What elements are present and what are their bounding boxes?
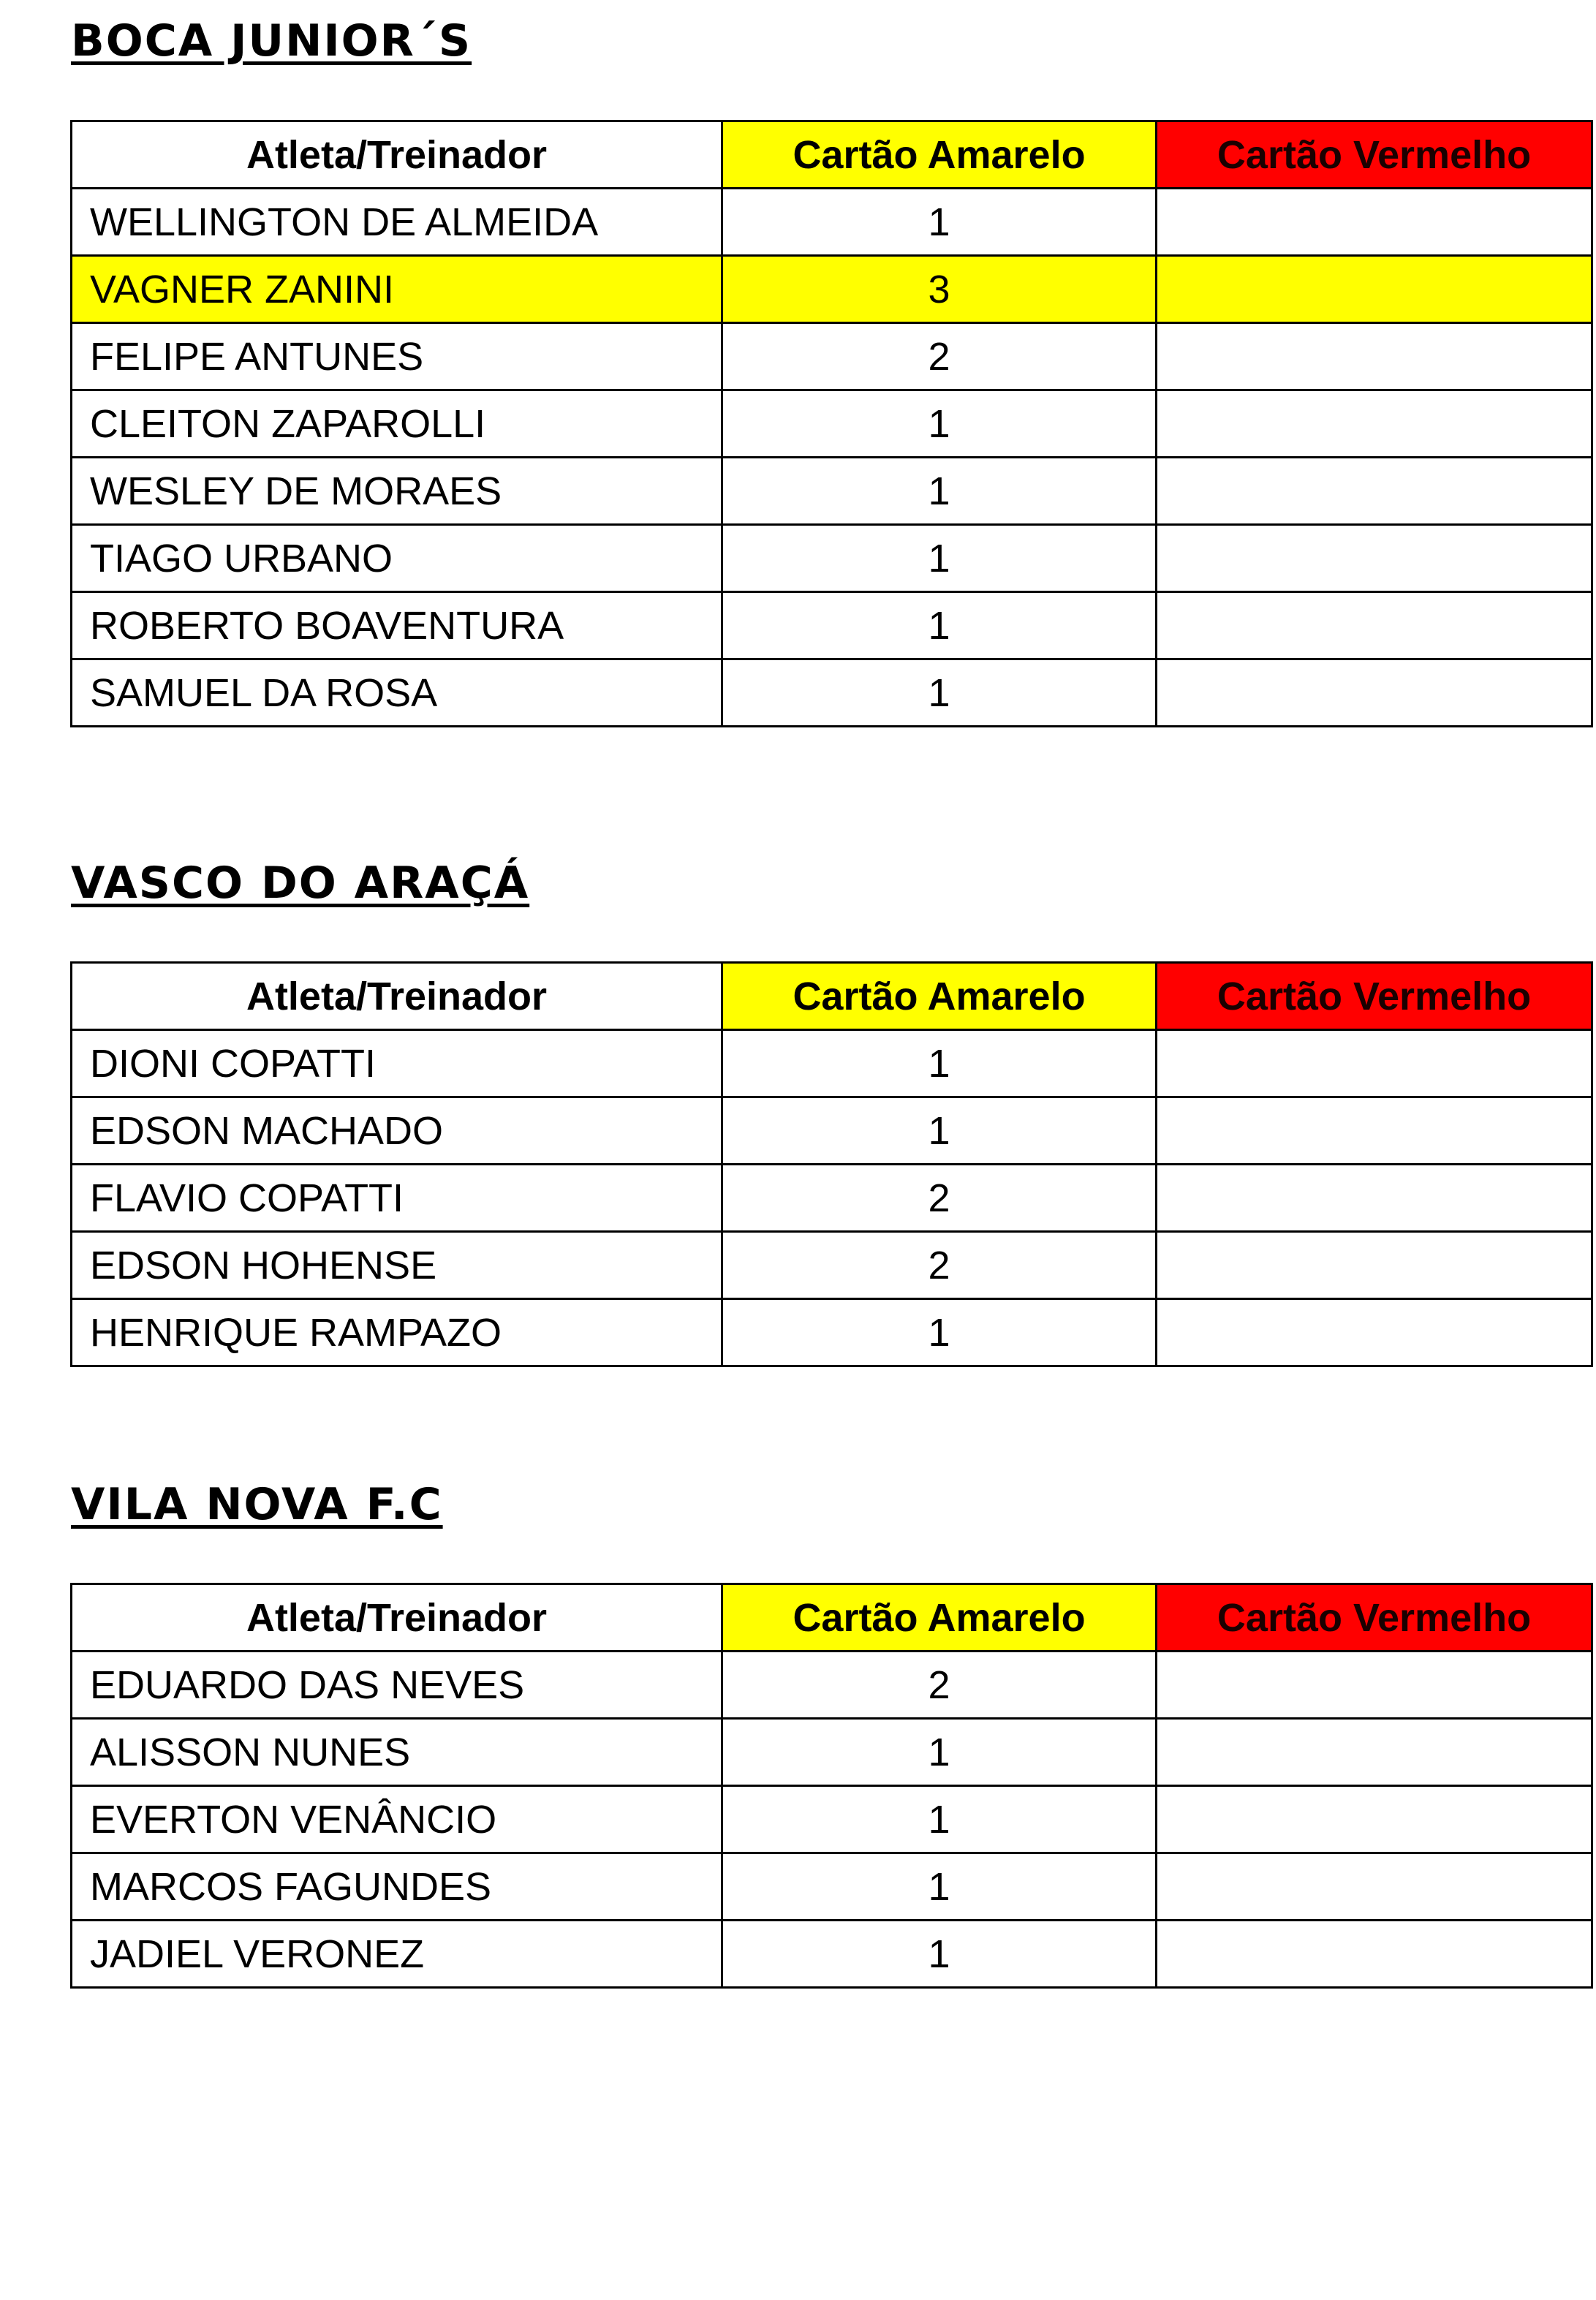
table-row bbox=[72, 592, 1592, 659]
athlete-name: WESLEY DE MORAES bbox=[72, 458, 722, 525]
yellow-card-count: 1 bbox=[722, 1719, 1157, 1786]
team-title-vasco-do-araca: VASCO DO ARAÇÁ bbox=[71, 858, 530, 909]
red-card-count bbox=[1157, 256, 1592, 323]
cards-table-vila-nova-fc bbox=[70, 1583, 1593, 1989]
header-athlete: Atleta/Treinador bbox=[72, 121, 722, 189]
table-header-row bbox=[72, 1584, 1592, 1652]
cards-table-boca-juniors bbox=[70, 120, 1593, 727]
athlete-name: CLEITON ZAPAROLLI bbox=[72, 390, 722, 458]
team-title-vila-nova-fc: VILA NOVA F.C bbox=[71, 1479, 443, 1530]
athlete-name: MARCOS FAGUNDES bbox=[72, 1853, 722, 1921]
header-red-card: Cartão Vermelho bbox=[1157, 1584, 1592, 1652]
athlete-name: JADIEL VERONEZ bbox=[72, 1921, 722, 1988]
table-header-row bbox=[72, 121, 1592, 189]
athlete-name: DIONI COPATTI bbox=[72, 1030, 722, 1097]
table-row bbox=[72, 525, 1592, 592]
yellow-card-count: 1 bbox=[722, 189, 1157, 256]
yellow-card-count: 1 bbox=[722, 458, 1157, 525]
table-row bbox=[72, 1719, 1592, 1786]
athlete-name: ROBERTO BOAVENTURA bbox=[72, 592, 722, 659]
header-red-card: Cartão Vermelho bbox=[1157, 121, 1592, 189]
red-card-count bbox=[1157, 323, 1592, 390]
table-row bbox=[72, 1165, 1592, 1232]
athlete-name: EVERTON VENÂNCIO bbox=[72, 1786, 722, 1853]
header-yellow-card: Cartão Amarelo bbox=[722, 121, 1157, 189]
athlete-name: VAGNER ZANINI bbox=[72, 256, 722, 323]
athlete-name: EDSON MACHADO bbox=[72, 1097, 722, 1165]
red-card-count bbox=[1157, 1030, 1592, 1097]
yellow-card-count: 2 bbox=[722, 323, 1157, 390]
red-card-count bbox=[1157, 1232, 1592, 1299]
athlete-name: EDUARDO DAS NEVES bbox=[72, 1652, 722, 1719]
yellow-card-count: 1 bbox=[722, 525, 1157, 592]
table-header-row bbox=[72, 963, 1592, 1030]
header-athlete: Atleta/Treinador bbox=[72, 963, 722, 1030]
red-card-count bbox=[1157, 1097, 1592, 1165]
table-row bbox=[72, 659, 1592, 727]
yellow-card-count: 1 bbox=[722, 1921, 1157, 1988]
red-card-count bbox=[1157, 189, 1592, 256]
table-row bbox=[72, 189, 1592, 256]
header-yellow-card: Cartão Amarelo bbox=[722, 1584, 1157, 1652]
red-card-count bbox=[1157, 1853, 1592, 1921]
yellow-card-count: 1 bbox=[722, 390, 1157, 458]
red-card-count bbox=[1157, 1652, 1592, 1719]
athlete-name: FELIPE ANTUNES bbox=[72, 323, 722, 390]
yellow-card-count: 1 bbox=[722, 1097, 1157, 1165]
table-row bbox=[72, 458, 1592, 525]
red-card-count bbox=[1157, 1719, 1592, 1786]
table-row bbox=[72, 1299, 1592, 1366]
table-row bbox=[72, 1652, 1592, 1719]
athlete-name: TIAGO URBANO bbox=[72, 525, 722, 592]
athlete-name: HENRIQUE RAMPAZO bbox=[72, 1299, 722, 1366]
red-card-count bbox=[1157, 1786, 1592, 1853]
yellow-card-count: 1 bbox=[722, 1853, 1157, 1921]
red-card-count bbox=[1157, 1165, 1592, 1232]
red-card-count bbox=[1157, 458, 1592, 525]
red-card-count bbox=[1157, 659, 1592, 727]
athlete-name: SAMUEL DA ROSA bbox=[72, 659, 722, 727]
athlete-name: EDSON HOHENSE bbox=[72, 1232, 722, 1299]
athlete-name: WELLINGTON DE ALMEIDA bbox=[72, 189, 722, 256]
athlete-name: FLAVIO COPATTI bbox=[72, 1165, 722, 1232]
table-row bbox=[72, 1232, 1592, 1299]
yellow-card-count: 1 bbox=[722, 1030, 1157, 1097]
yellow-card-count: 2 bbox=[722, 1165, 1157, 1232]
yellow-card-count: 1 bbox=[722, 1786, 1157, 1853]
red-card-count bbox=[1157, 1299, 1592, 1366]
red-card-count bbox=[1157, 525, 1592, 592]
yellow-card-count: 1 bbox=[722, 592, 1157, 659]
table-row bbox=[72, 1097, 1592, 1165]
header-athlete: Atleta/Treinador bbox=[72, 1584, 722, 1652]
yellow-card-count: 3 bbox=[722, 256, 1157, 323]
yellow-card-count: 1 bbox=[722, 659, 1157, 727]
red-card-count bbox=[1157, 592, 1592, 659]
table-row bbox=[72, 1921, 1592, 1988]
table-row bbox=[72, 1030, 1592, 1097]
cards-table-vasco-do-araca bbox=[70, 961, 1593, 1367]
table-row bbox=[72, 390, 1592, 458]
yellow-card-count: 2 bbox=[722, 1652, 1157, 1719]
header-yellow-card: Cartão Amarelo bbox=[722, 963, 1157, 1030]
table-row bbox=[72, 323, 1592, 390]
yellow-card-count: 2 bbox=[722, 1232, 1157, 1299]
header-red-card: Cartão Vermelho bbox=[1157, 963, 1592, 1030]
table-row bbox=[72, 1786, 1592, 1853]
red-card-count bbox=[1157, 390, 1592, 458]
yellow-card-count: 1 bbox=[722, 1299, 1157, 1366]
table-row bbox=[72, 1853, 1592, 1921]
table-row-highlighted bbox=[72, 256, 1592, 323]
athlete-name: ALISSON NUNES bbox=[72, 1719, 722, 1786]
team-title-boca-juniors: BOCA JUNIOR´S bbox=[71, 15, 472, 67]
red-card-count bbox=[1157, 1921, 1592, 1988]
